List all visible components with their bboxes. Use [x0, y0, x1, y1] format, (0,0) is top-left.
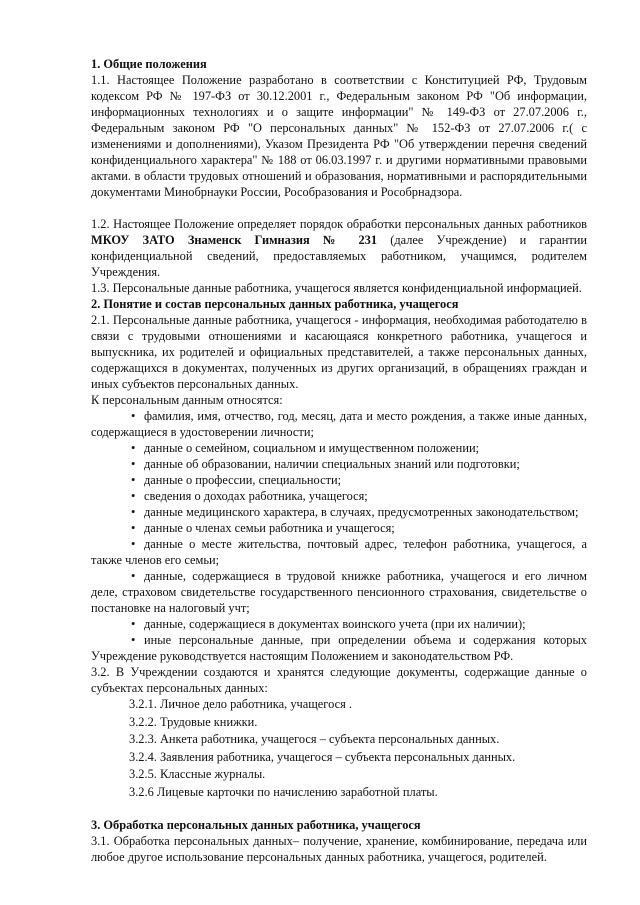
paragraph-1-3: 1.3. Персональные данные работника, учащегося является конфиденциальной информацией.: [91, 281, 582, 295]
list-item: • данные, содержащиеся в документах воинского учета (при их наличии);: [91, 616, 587, 632]
section-1-title: 1. Общие положения: [91, 57, 207, 71]
document-item: 3.2.3. Анкета работника, учащегося – субъекта персональных данных.: [129, 732, 500, 746]
list-item: • данные о месте жительства, почтовый адрес, телефон работника, учащегося, а также членов его семьи;: [91, 536, 587, 568]
document-item: 3.2.6 Лицевые карточки по начислению заработной платы.: [129, 784, 438, 799]
list-item: • данные о семейном, социальном и имущественном положении;: [91, 440, 587, 456]
section-3-title: 3. Обработка персональных данных работника, учащегося: [91, 818, 421, 832]
document-item: 3.2.5. Классные журналы.: [129, 767, 266, 781]
document-item: 3.2.2. Трудовые книжки.: [129, 714, 258, 729]
list-intro: К персональным данным относятся:: [91, 393, 283, 407]
list-item: • фамилия, имя, отчество, год, месяц, дата и место рождения, а также иные данных, содержащиеся в удостоверении личности;: [91, 408, 587, 440]
document-item: 3.2.4. Заявления работника, учащегося – субъекта персональных данных.: [129, 749, 516, 764]
list-item: • иные персональные данные, при определении объема и содержания которых Учреждение руководствуется настоящим Положением и законодательством РФ.: [91, 632, 587, 664]
section-2-title: 2. Понятие и состав персональных данных работника, учащегося: [91, 297, 459, 311]
personal-data-list: [91, 408, 587, 664]
paragraph-3-1: 3.1. Обработка персональных данных– получение, хранение, комбинирование, передача или любое другое использование персональных данных работника, учащегося, родителей.: [91, 834, 587, 864]
paragraph-1-2-start: 1.2. Настоящее Положение определяет порядок обработки персональных данных работников: [91, 217, 587, 231]
list-item: • данные о профессии, специальности;: [91, 472, 587, 488]
paragraph-1-2-end: (далее Учреждение) и гарантии конфиденциальной сведений, предоставляемых работником, учащимся, родителем Учреждения.: [91, 233, 588, 279]
list-item: • сведения о доходах работника, учащегося;: [91, 488, 587, 504]
paragraph-2-1: 2.1. Персональные данные работника, учащегося - информация, необходимая работодателю в связи с трудовыми отношениями и касающаяся конкретного работника, учащегося и выпускника, их родителей и официальных представителей, а также персональных данных, содержащихся в документах, полученных из других организаций, в обращениях граждан и иных субъектов персональных данных.: [91, 313, 587, 391]
list-item: • данные об образовании, наличии специальных знаний или подготовки;: [91, 456, 587, 472]
list-item: • данные о членах семьи работника и учащегося;: [91, 520, 587, 536]
paragraph-3-2: 3.2. В Учреждении создаются и хранятся следующие документы, содержащие данные о субъектах персональных данных:: [91, 665, 587, 695]
paragraph-1-2: [91, 216, 587, 280]
paragraph-1-1: 1.1. Настоящее Положение разработано в соответствии с Конституцией РФ, Трудовым кодексом РФ № 197-ФЗ от 30.12.2001 г., Федеральным законом РФ "Об информации, информационных технологиях и о защите информации" № 149-ФЗ от 27.07.2006 г., Федеральным законом РФ "О персональных данных" № 152-ФЗ от 27.07.2006 г.( с изменениями и дополнениями), Указом Президента РФ "Об утверждении перечня сведений конфиденциального характера" № 188 от 06.03.1997 г. и другими нормативными правовыми актами. в области трудовых отношений и образования, нормативными и распорядительными документами Минобрнауки России, Рособразования и Рособрнадзора.: [91, 73, 587, 199]
spacer: [91, 801, 587, 817]
documents-list: [91, 696, 587, 801]
list-item: • данные, содержащиеся в трудовой книжке работника, учащегося и его личном деле, страховом свидетельстве государственного пенсионного страхования, свидетельстве о постановке на налоговый учт;: [91, 568, 587, 616]
document-item: 3.2.1. Личное дело работника, учащегося .: [129, 697, 352, 711]
organization-name: МКОУ ЗАТО Знаменск Гимназия № 231: [91, 233, 378, 247]
list-item: • данные медицинского характера, в случаях, предусмотренных законодательством;: [91, 504, 587, 520]
spacer: [91, 200, 587, 216]
